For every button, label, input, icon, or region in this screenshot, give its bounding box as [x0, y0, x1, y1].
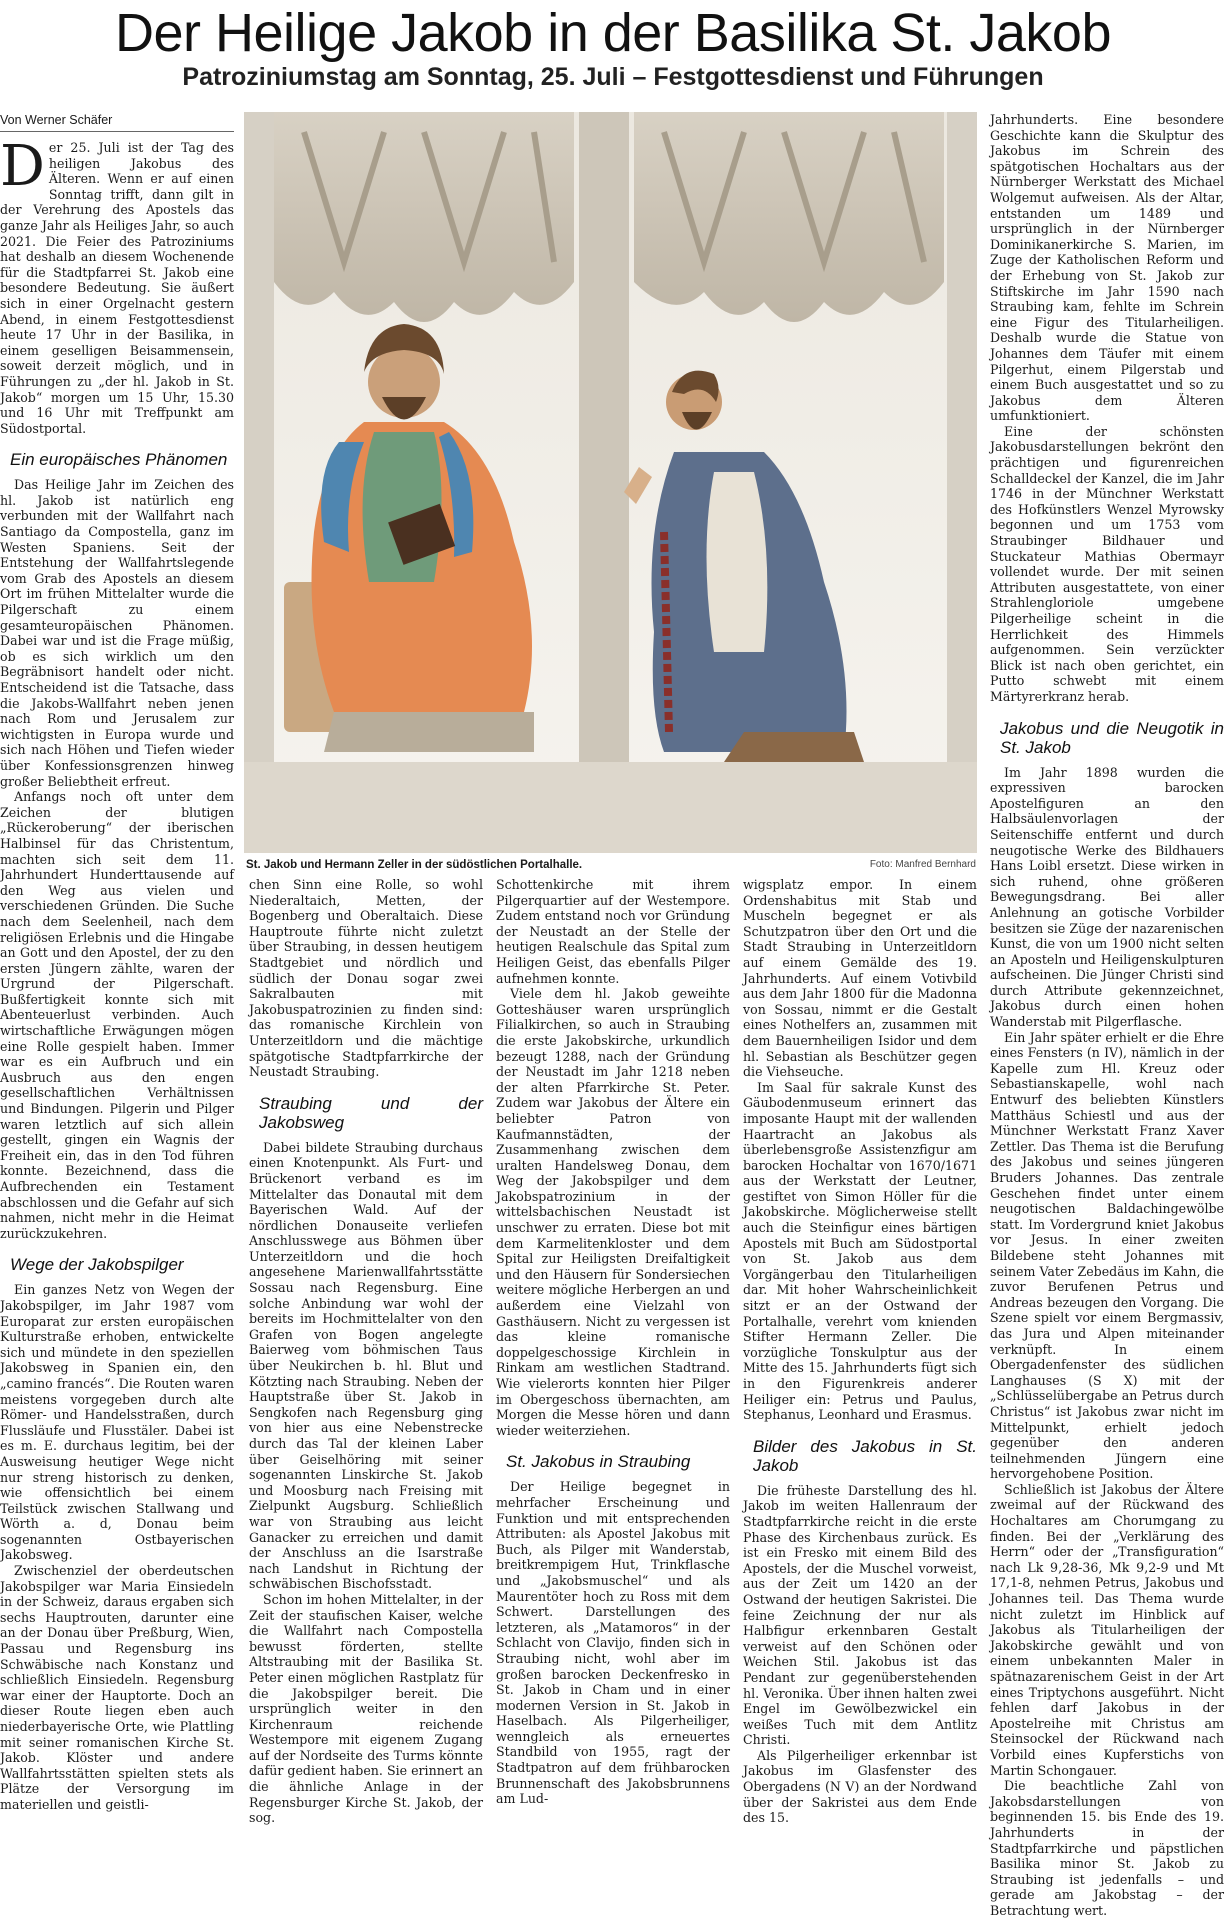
- photo-credit: Foto: Manfred Bernhard: [869, 859, 976, 870]
- paragraph: Jahrhunderts. Eine besondere Geschichte kann die Skulptur des Jakobus im Schrein des spätgotischen Hochaltars aus der Nürnberger Werkstatt des Michael Wolgemut aufweisen. Als der Altar, entstanden um 1489 und ursprünglich in der Nürnberger Dominikanerkirche S. Marien, im Zuge der Katholischen Reform und der Erhebung von St. Jakob zur Stiftskirche im Jahr 1590 nach Straubing kam, fehlte im Schrein eine Figur des Titularheiligen. Deshalb wurde die Statue von Johannes dem Täufer mit einem Pilgerhut, einem Pilgerstab und einem Buch ausgestattet und so zu Jakobus dem Älteren umfunktioniert.: [990, 112, 1224, 424]
- paragraph: Schließlich ist Jakobus der Ältere zweimal auf der Rückwand des Hochaltares am Chorumgang zu finden. Bei der „Verklärung des Herrn“ oder der „Transfiguration“ nach Lk 9,28-36, Mk 9,2-9 und Mt 17,1-8, nehmen Petrus, Jakobus und Johannes teil. Das Thema wurde nicht zuletzt im Hinblick auf Jakobus als Titularheiligen der Jakobskirche gewählt und von einem unbekannten Maler in spätnazarenischem Geist in der Art eines Triptychons ausgeführt. Nicht fehlen darf Jakobus in der Apostelreihe mit Christus am Steinsockel der Rückwand nach Vorbild eines Kupferstichs von Martin Schongauer.: [990, 1481, 1224, 1778]
- paragraph: Das Heilige Jahr im Zeichen des hl. Jakob ist natürlich eng verbunden mit der Wallfahrt nach Santiago da Compostella, ganz im Westen Spaniens. Seit der Entstehung der Wallfahrtslegende vom Grab des Apostels an diesem Ort im frühen Mittelalter wurde die Pilgerschaft zu einem gesamteuropäischen Phänomen. Dabei war und ist die Frage müßig, ob es sich wirklich um den Begräbnisort handelt oder nicht. Entscheidend ist die Tatsache, dass die Jakobs-Wallfahrt neben jenen nach Rom und Jerusalem zur wichtigsten in Europa wurde und sich nach Höhen und Tiefen wieder über Konfessionsgrenzen hinweg großer Beliebtheit erfreut.: [0, 477, 234, 789]
- paragraph: Schon im hohen Mittelalter, in der Zeit der staufischen Kaiser, welche die Wallfahrt nach Compostella bewusst förderten, stellte Altstraubing mit der Basilika St. Peter einen möglichen Rastplatz für die Jakobspilger bereit. Die ursprünglich weiter in den Kirchenraum reichende Westempore mit eigenem Zugang auf der Nordseite des Turms könnte dafür gedient haben. Sie erinnert an die ähnliche Anlage in der Regensburger Kirche St. Jakob, der sog.: [249, 1591, 483, 1826]
- paragraph: Im Jahr 1898 wurden die expressiven barocken Apostelfiguren an den Halbsäulenvorlagen der Seitenschiffe entfernt und durch neugotische Werke des Bildhauers Hans Loibl ersetzt. Diese wirken in sich ruhend, ohne größeren Bewegungsdrang. Bei aller Anlehnung an gotische Vorbilder besitzen sie Züge der nazarenischen Kunst, die von um 1900 nicht selten an Aposteln und Heiligenskulpturen aufscheinen. Die Jünger Christi sind durch Attribute gekennzeichnet, Jakobus durch einen hohen Wanderstab mit Pilgerflasche.: [990, 764, 1224, 1030]
- sculpture-photo-image: [244, 112, 977, 853]
- paragraph: Die beachtliche Zahl von Jakobsdarstellungen von beginnenden 15. bis Ende des 19. Jahrhunderts in der Stadtpfarrkirche und päpstlichen Basilika minor St. Jakob zu Straubing ist jedenfalls – und gerade am Jakobstag – der Betrachtung wert.: [990, 1778, 1224, 1918]
- paragraph: Dabei bildete Straubing durchaus einen Knotenpunkt. Als Furt- und Brückenort verband es im Mittelalter das Donautal mit dem Bayerischen Wald. Auf der nördlichen Donauseite verliefen Anschlusswege aus Böhmen über Unterzeitldorn und die hoch angesehene Marienwallfahrtsstätte Sossau nach Regensburg. Eine solche Anbindung war wohl der bereits im Hochmittelalter von den Grafen von Bogen angelegte Baierweg vom böhmischen Taus über Neukirchen b. hl. Blut und Kötzting nach Straubing. Neben der Hauptstraße über St. Jakob in Sengkofen nach Regensburg ging von hier aus eine Nebenstrecke durch das Tal der kleinen Laber über Geiselhöring mit seiner sogenannten Linskirche St. Jakob und Moosburg nach Freising mit Zielpunkt Augsburg. Schließlich war von Straubing aus leicht Ganacker zu erreichen und damit der Anschluss an die Isarstraße nach Landshut in Richtung der schwäbischen Bischofsstadt.: [249, 1139, 483, 1592]
- subhead-neugotik: Jakobus und die Neugotik in St. Jakob: [1000, 718, 1224, 757]
- column-1: [0, 112, 234, 1813]
- paragraph: Als Pilgerheiliger erkennbar ist Jakobus im Glasfenster des Obergadens (N V) an der Nordwand über der Sakristei aus dem Ende des 15.: [743, 1747, 977, 1826]
- subheadline: Patroziniumstag am Sonntag, 25. Juli – Festgottesdienst und Führungen: [182, 63, 1044, 91]
- photo-caption: St. Jakob und Hermann Zeller in der südöstlichen Portalhalle.: [246, 859, 583, 871]
- subhead-wege: Wege der Jakobspilger: [10, 1255, 184, 1275]
- paragraph: Ein ganzes Netz von Wegen der Jakobspilger, im Jahr 1987 vom Europarat zur ersten europäischen Kulturstraße erhoben, entwickelte sich und mündete in den speziellen Jakobsweg in Spanien ein, den „camino francés“. Die Routen waren meistens vorgegeben durch alte Römer- und Handelsstraßen, durch Flussläufe und Flusstäler. Dabei ist es m. E. durchaus legitim, bei der Ausweisung heutiger Wege nicht nur streng historisch zu denken, wie offensichtlich bei einem Teilstück zwischen Stallwang und Wörth a. d, Donau beim sogenannten Ostbayerischen Jakobsweg.: [0, 1282, 234, 1563]
- paragraph: Die früheste Darstellung des hl. Jakob im weiten Hallenraum der Stadtpfarrkirche reicht in die erste Phase des Kirchenbaus zurück. Es ist ein Fresko mit einem Bild des Apostels, der die Muschel vorweist, aus der Zeit um 1420 an der Ostwand der heutigen Sakristei. Die feine Zeichnung der nur als Halbfigur erkennbaren Gestalt verweist auf den Schönen oder Weichen Stil. Jakobus ist das Pendant zur gegenüberstehenden hl. Veronika. Über ihnen halten zwei Engel im Gewölbezwickel ein weißes Tuch mit dem Antlitz Christi.: [743, 1482, 977, 1748]
- paragraph: Schottenkirche mit ihrem Pilgerquartier auf der Westempore. Zudem entstand noch vor Gründung der Neustadt an der Stelle der heutigen Realschule das Spital zum Heiligen Geist, das ebenfalls Pilger aufnehmen konnte.: [496, 877, 730, 986]
- column-5: [990, 112, 1224, 1919]
- subhead-st-jakobus-straubing: St. Jakobus in Straubing: [506, 1452, 691, 1472]
- paragraph: Zwischenziel der oberdeutschen Jakobspilger war Maria Einsiedeln in der Schweiz, daraus ergaben sich sechs Hauptrouten, darunter eine an der Donau über Preßburg, Wien, Passau und Regensburg ins Schwäbische nach Konstanz und schließlich Einsiedeln. Regensburg war einer der Hauptorte. Doch an dieser Route liegen eben auch niederbayerische Orte, wie Plattling mit seiner romanischen Kirche St. Jakob. Klöster und andere Wallfahrtsstätten spielten stets als Plätze der Versorgung im materiellen und geistli-: [0, 1563, 234, 1812]
- photo-caption-row: [246, 857, 976, 873]
- dropcap: D: [0, 134, 45, 199]
- subhead-straubing-jakobsweg: Straubing und der Jakobsweg: [259, 1093, 483, 1132]
- paragraph: Im Saal für sakrale Kunst des Gäubodenmuseum erinnert das imposante Haupt mit der wallenden Haartracht an Jakobus als überlebensgroße Assistenzfigur am barocken Hochaltar von 1670/1671 aus der Werkstatt der Leutner, gestiftet von Simon Höller für die Jakobskirche. Möglicherweise stellt auch die Steinfigur eines bärtigen Apostels mit Buch am Südostportal von St. Jakob aus dem Vorgängerbau den Titularheiligen dar. Mit hoher Wahrscheinlichkeit sitzt er an der Ostwand der Portalhalle, verehrt vom knienden Stifter Hermann Zeller. Die vorzügliche Tonskulptur aus der Mitte des 15. Jahrhunderts fügt sich in den Figurenkreis anderer Heiliger ein: Petrus und Paulus, Stephanus, Leonhard und Erasmus.: [743, 1079, 977, 1423]
- paragraph: chen Sinn eine Rolle, so wohl Niederaltaich, Metten, der Bogenberg und Oberaltaich. Diese Hauptroute führte nicht zuletzt über Straubing, in dessen heutigem Stadtgebiet und nördlich und südlich der Donau sogar zwei Sakralbauten mit Jakobuspatrozinien zu finden sind: das romanische Kirchlein von Unterzeitldorn und die mächtige spätgotische Stadtpfarrkirche der Neustadt Straubing.: [249, 877, 483, 1080]
- paragraph: Der Heilige begegnet in mehrfacher Erscheinung und Funktion und mit entsprechenden Attributen: als Apostel Jakobus mit Buch, als Pilger mit Wanderstab, breitkrempigem Hut, Trinkflasche und „Jakobsmuschel“ und als Maurentöter hoch zu Ross mit dem Schwert. Darstellungen des letzteren, als „Matamoros“ in der Schlacht von Clavijo, finden sich in Straubing nicht, wohl aber im großen barocken Deckenfresko in St. Jakob in Cham und in einer modernen Version in St. Jakob in Haselbach. Als Pilgerheiliger, wenngleich als erneuertes Standbild von 1955, ragt der Stadtpatron auf dem frühbarocken Brunnenschaft des Jakobsbrunnens am Lud-: [496, 1479, 730, 1807]
- paragraph: wigsplatz empor. In einem Ordenshabitus mit Stab und Muscheln begegnet er als Schutzpatron über den Ort und die Stadt Straubing in Unterzeitldorn auf einem Gemälde des 19. Jahrhunderts. Auf einem Votivbild aus dem Jahr 1800 für die Madonna von Sossau, nimmt er die Gestalt eines Nothelfers an, zusammen mit dem Bauernheiligen Isidor und dem hl. Sebastian als Beschützer gegen die Viehseuche.: [743, 877, 977, 1080]
- lead-paragraph: Der 25. Juli ist der Tag des heiligen Jakobus des Älteren. Wenn er auf einen Sonntag trifft, dann gilt in der Verehrung des Apostels das ganze Jahr als Heiliges Jahr, so auch 2021. Die Feier des Patroziniums hat deshalb an diesem Wochenende für die Stadtpfarrei St. Jakob eine besondere Bedeutung. Sie äußert sich in einer Orgelnacht gestern Abend, in einem Festgottesdienst heute 17 Uhr in der Basilika, in einem geselligen Beisammensein, soweit derzeit möglich, und in Führungen zu „der hl. Jakob in St. Jakob“ morgen um 15 Uhr, 15.30 und 16 Uhr mit Treffpunkt am Südostportal.: [0, 134, 234, 436]
- headline: Der Heilige Jakob in der Basilika St. Jakob: [115, 3, 1111, 63]
- photo-st-jakob-hermann-zeller: [244, 112, 977, 853]
- paragraph: Anfangs noch oft unter dem Zeichen der blutigen „Rückeroberung“ der iberischen Halbinsel für das Christentum, machten sich seit dem 11. Jahrhundert Hunderttausende auf den Weg aus vielen und verschiedenen Gründen. Die Suche nach dem Seelenheil, nach dem religiösen Erlebnis und die Hingabe an Gott und den Apostel, der zu den ersten Jüngern zählte, waren der Urgrund der Pilgerschaft. Bußfertigkeit konnte sich mit Abenteuerlust verbinden. Auch wirtschaftliche Erwägungen mögen eine Rolle gespielt haben. Immer war es ein Aufbruch und ein Ausbruch aus den engen gesellschaftlichen Verhältnissen und Bindungen. Pilgerin und Pilger waren letztlich auf sich allein gestellt, gingen ein Wagnis der Freiheit ein, das in den Tod führen konnte. Bezeichnend, dass die Aufbrechenden ein Testament abschlossen und die Gefahr auf sich nahmen, nicht mehr in die Heimat zurückzukehren.: [0, 789, 234, 1241]
- byline: Von Werner Schäfer: [0, 112, 234, 132]
- paragraph: Viele dem hl. Jakob geweihte Gotteshäuser waren ursprünglich Filialkirchen, so auch in Straubing die erste Jakobskirche, urkundlich bezeugt 1288, nach der Gründung der Neustadt im Jahr 1218 neben der alten Pfarrkirche St. Peter. Zudem war Jakobus der Ältere ein beliebter Patron von Kaufmannstädten, der Zusammenhang zwischen dem uralten Handelsweg Donau, dem Weg der Jakobspilger und dem Jakobspatrozinium in der wittelsbachischen Neustadt ist unschwer zu erraten. Diese bot mit dem Karmelitenkloster und dem Spital zur Heiligsten Dreifaltigkeit und den Häusern für Sondersiechen weitere mögliche Herbergen an und außerdem eine Vielzahl von Gasthäusern. Nicht zu vergessen ist das kleine romanische doppelgeschossige Kirchlein in Rinkam am westlichen Stadtrand. Wie vielerorts konnten hier Pilger im Obergeschoss übernachten, am Morgen die Messe hören und dann wieder weiterziehen.: [496, 986, 730, 1438]
- column-2: [249, 877, 483, 1826]
- column-4: [743, 877, 977, 1826]
- column-3: [496, 877, 730, 1807]
- paragraph: Eine der schönsten Jakobusdarstellungen bekrönt den prächtigen und figurenreichen Schalldeckel der Kanzel, die im Jahr 1746 in der Münchner Werkstatt des Hofkünstlers Wenzel Myrowsky begonnen und um 1753 vom Straubinger Bildhauer und Stuckateur Mathias Obermayr vollendet wurde. Der mit seinen Attributen ausgestattete, von einer Strahlengloriole umgebene Pilgerheilige scheint in die Herrlichkeit des Himmels aufgenommen. Sein verzückter Blick ist nach oben gerichtet, ein Putto schwebt mit einem Märtyrerkranz herab.: [990, 423, 1224, 704]
- paragraph: Ein Jahr später erhielt er die Ehre eines Fensters (n IV), nämlich in der Kapelle zum Hl. Kreuz oder Sebastianskapelle, wohl nach Entwurf des beliebten Künstlers Matthäus Schiestl und aus der Münchner Werkstatt Franz Xaver Zettler. Das Thema ist die Berufung des Jakobus und seines jüngeren Bruders Johannes. Das zentrale Geschehen findet unter einem neugotischen Baldachingewölbe statt. Im Vordergrund kniet Jakobus vor Jesus. In einer zweiten Bildebene steht Johannes mit seinem Vater Zebedäus im Kahn, die zuvor Berufenen Petrus und Andreas bezeugen den Vorgang. Die Szene spielt vor einem Bergmassiv, das Jura und Alpen miteinander verknüpft. In einem Obergadenfenster des südlichen Langhauses (S X) mit der „Schlüsselübergabe an Petrus durch Christus“ ist Jakobus zwar nicht im Mittelpunkt, erhielt jedoch gegenüber den anderen teilnehmenden Jüngern eine hervorgehobene Position.: [990, 1029, 1224, 1482]
- subhead-bilder-jakobus: Bilder des Jakobus in St. Jakob: [753, 1436, 977, 1475]
- subhead-europaeisch: Ein europäisches Phänomen: [10, 450, 228, 470]
